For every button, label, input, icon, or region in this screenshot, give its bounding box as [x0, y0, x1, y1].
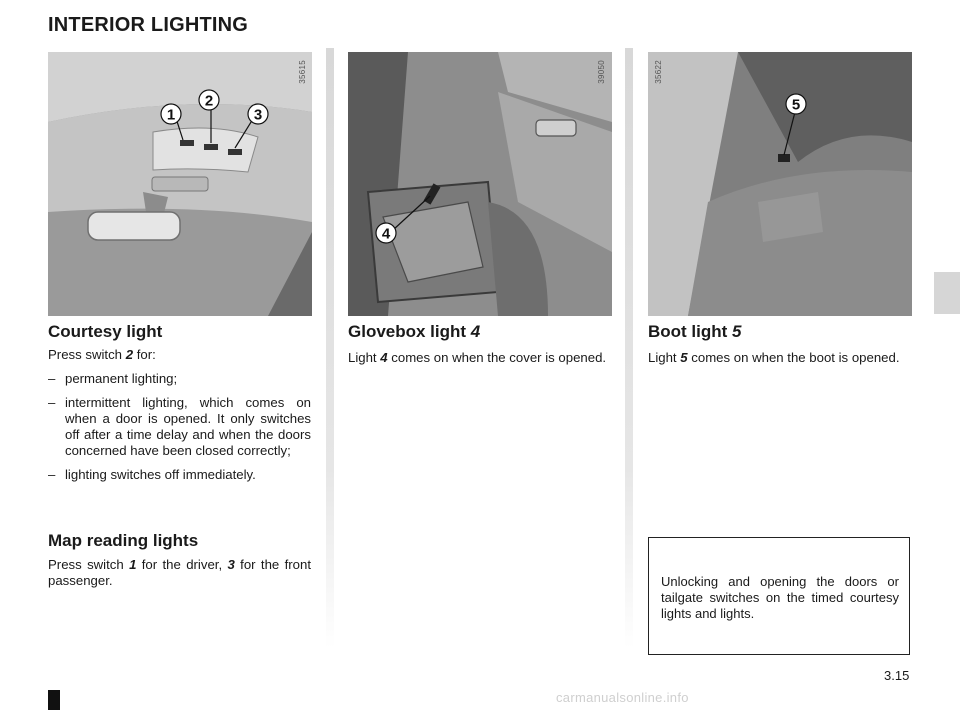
boot-photo — [648, 52, 912, 316]
callout-marker — [786, 94, 806, 114]
page-title: INTERIOR LIGHTING — [48, 14, 249, 36]
courtesy-options-list — [48, 371, 311, 483]
callout-marker — [248, 104, 268, 124]
glovebox-photo — [348, 52, 612, 316]
callout-marker — [199, 90, 219, 110]
callout-label: 3 — [253, 106, 263, 124]
courtesy-intro: Press switch 2 for: — [48, 347, 156, 362]
map-reading-heading: Map reading lights — [48, 531, 199, 550]
column-divider — [326, 48, 334, 648]
list-item: – lighting switches off immediately. — [48, 467, 256, 482]
callout-marker — [161, 104, 181, 124]
courtesy-light-text — [48, 347, 311, 483]
photo-reference-number: 35615 — [298, 60, 307, 84]
photo-reference-number: 35622 — [654, 60, 663, 84]
callout-label: 2 — [204, 92, 214, 110]
watermark: carmanualsonline.info — [556, 690, 689, 705]
boot-light-text: Light 5 comes on when the boot is opened. — [648, 350, 900, 365]
courtesy-light-photo — [48, 52, 312, 316]
note-box — [648, 537, 910, 655]
photo-reference-number: 39050 — [597, 60, 606, 84]
courtesy-light-heading: Courtesy light — [48, 322, 163, 341]
callout-label: 5 — [791, 96, 801, 114]
list-item: – intermittent lighting, which comes on when a door is opened. It only switches off after a time delay and when the doors concerned have been closed correctly; — [48, 395, 311, 458]
callout-label: 4 — [381, 225, 391, 243]
note-text: Unlocking and opening the doors or tailgate switches on the timed courtesy lights and lights. — [661, 574, 899, 621]
callout-label: 1 — [166, 106, 176, 124]
boot-light-heading: Boot light 5 — [648, 322, 742, 341]
callout-marker — [376, 223, 396, 243]
corner-mark — [48, 690, 60, 710]
glovebox-light-heading: Glovebox light 4 — [348, 322, 481, 341]
map-reading-text: Press switch 1 for the driver, 3 for the front passenger. — [48, 557, 311, 588]
column-divider — [625, 48, 633, 648]
page-number: 3.15 — [884, 668, 910, 683]
glovebox-light-text: Light 4 comes on when the cover is opened. — [348, 350, 607, 365]
list-item: – permanent lighting; — [48, 371, 178, 386]
chapter-tab — [934, 272, 960, 314]
